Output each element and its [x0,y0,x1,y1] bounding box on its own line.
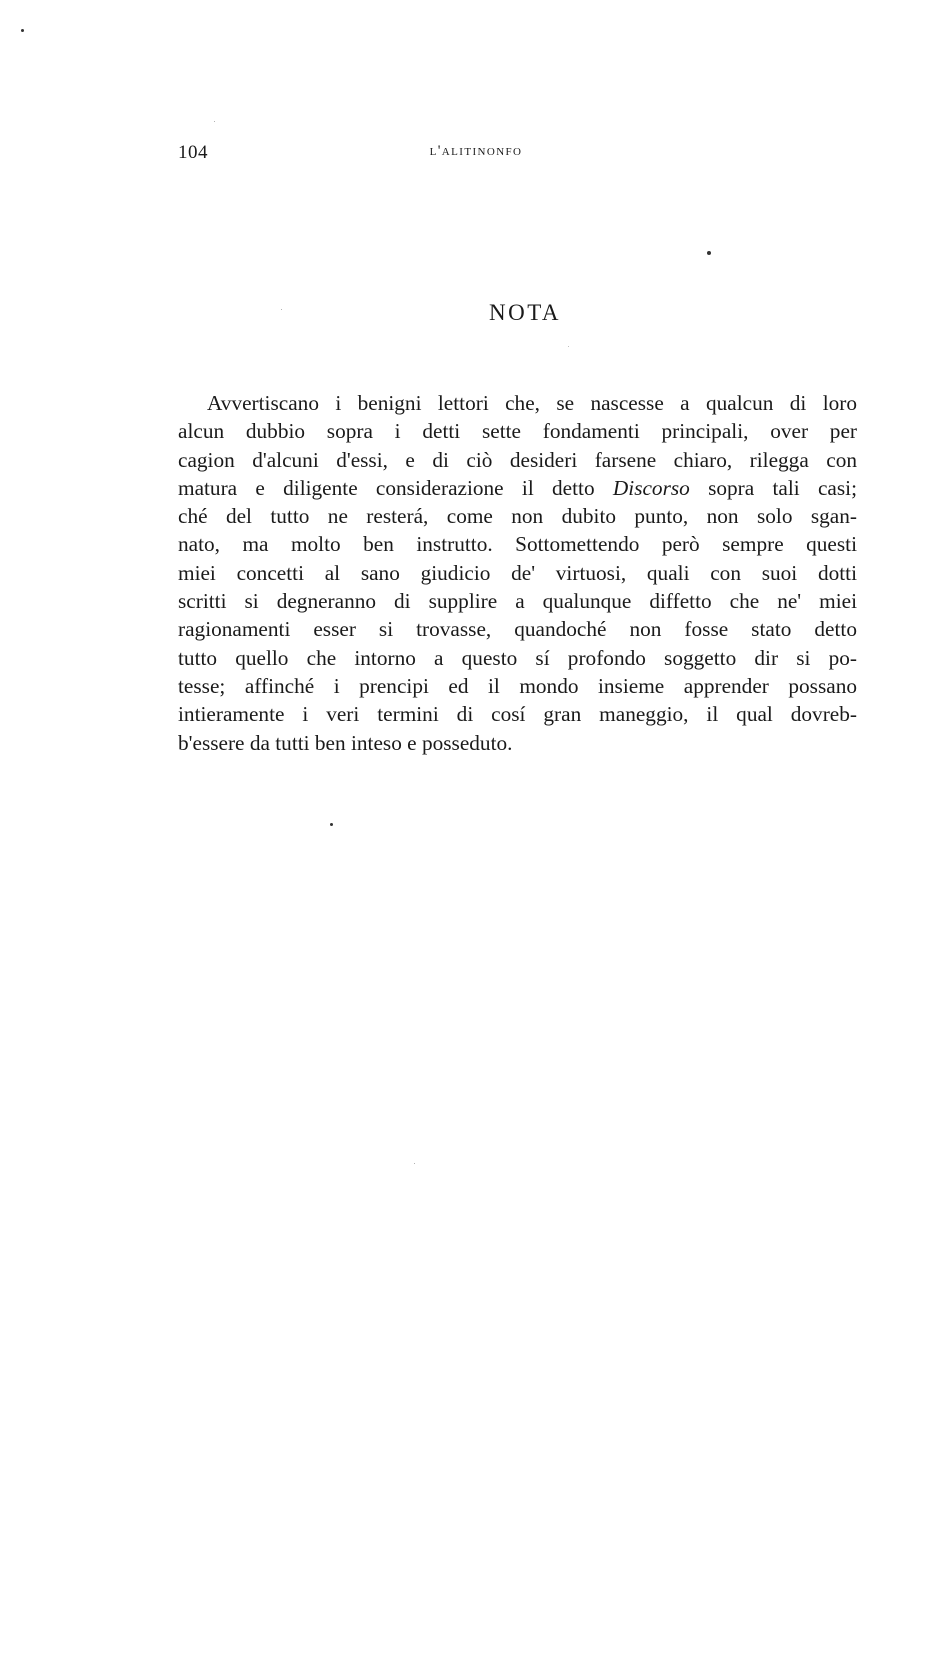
scan-speck [21,29,24,32]
text-line: ché del tutto ne resterá, come non dubito punto, non solo sgan- [178,504,857,529]
running-head [178,142,710,166]
text-line: tesse; affinché i prencipi ed il mondo insieme apprender possano [178,673,857,698]
text-line-tail: sopra tali casi; [689,475,857,500]
text-line: tutto quello che intorno a questo sí profondo soggetto dir si po- [178,645,857,670]
text-line: Avvertiscano i benigni lettori che, se nascesse a qualcun di loro [207,391,857,415]
scan-speck [568,346,569,347]
text-line-lead: matura e diligente considerazione il detto [178,475,613,500]
text-line: b'essere da tutti ben inteso e posseduto. [178,730,513,755]
text-line: intieramente i veri termini di cosí gran maneggio, il qual dovreb- [178,702,857,727]
text-line: ragionamenti esser si trovasse, quandoché non fosse stato detto [178,617,857,642]
text-line: miei concetti al sano giudicio de' virtuosi, quali con suoi dotti [178,560,857,585]
section-title: NOTA [488,300,562,325]
text-line: alcun dubbio sopra i detti sette fondamenti principali, over per [178,419,857,444]
page-number: 104 [178,142,208,163]
scan-speck [281,309,282,310]
italic-title: Discorso [612,475,690,500]
scan-speck [707,251,711,255]
scan-speck [330,823,333,826]
text-line: nato, ma molto ben instrutto. Sottomettendo però sempre questi [178,532,857,557]
text-line: scritti si degneranno di supplire a qualunque diffetto che ne' miei [178,589,857,614]
text-line: cagion d'alcuni d'essi, e di ciò desideri farsene chiaro, rilegga con [178,447,857,472]
text-line [178,474,857,502]
body-paragraph [178,389,857,757]
running-title: l'alitinonfo [429,143,523,159]
scan-speck [414,1163,415,1164]
scan-speck [214,121,215,122]
